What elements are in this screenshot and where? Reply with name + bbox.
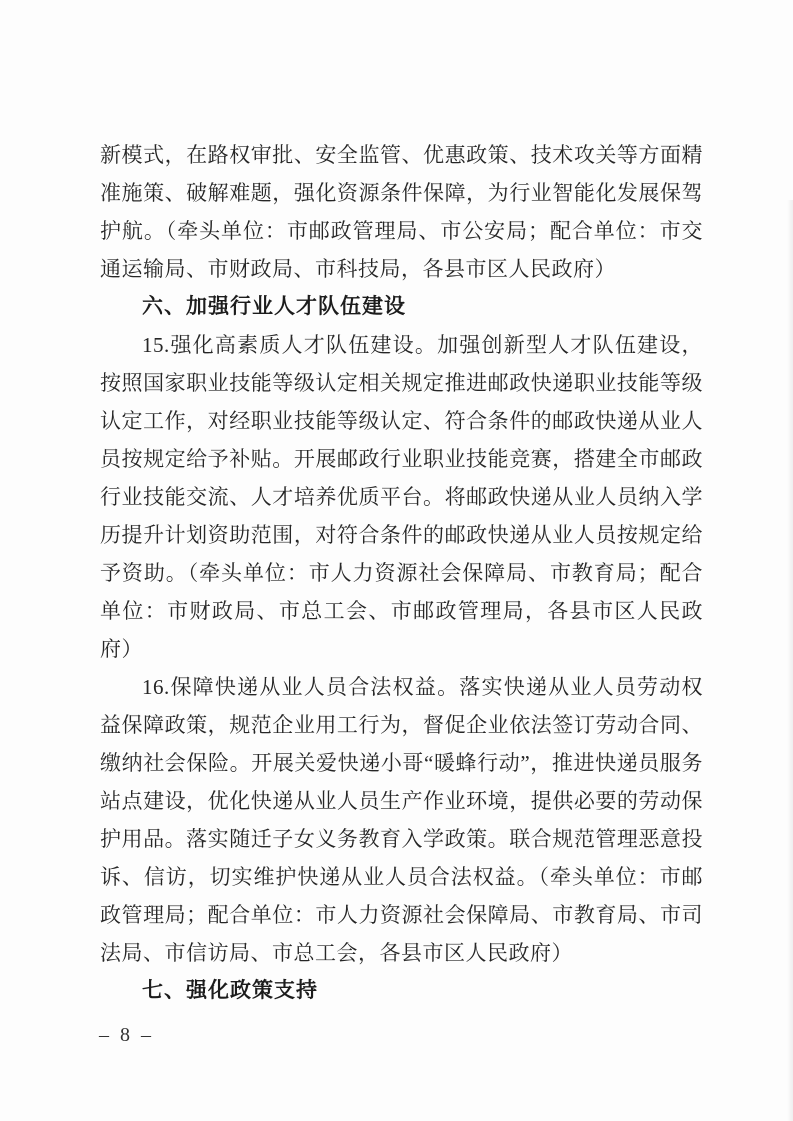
- paragraph-continuation: 新模式，在路权审批、安全监管、优惠政策、技术攻关等方面精准施策、破解难题，强化资源条件保障，为行业智能化发展保驾护航。（牵头单位：市邮政管理局、市公安局；配合单位：市交通运输局、市财政局、市科技局，各县市区人民政府）: [100, 143, 703, 281]
- scan-edge-artifact: [787, 200, 793, 1121]
- paragraph-item-16: 16.保障快递从业人员合法权益。落实快递从业人员劳动权益保障政策，规范企业用工行为，督促企业依法签订劳动合同、缴纳社会保险。开展关爱快递小哥“暖蜂行动”，推进快递员服务站点建设，优化快递从业人员生产作业环境，提供必要的劳动保护用品。落实随迁子女义务教育入学政策。联合规范管理恶意投诉、信访，切实维护快递从业人员合法权益。（牵头单位：市邮政管理局；配合单位：市人力资源社会保障局、市教育局、市司法局、市信访局、市总工会，各县市区人民政府）: [100, 675, 703, 965]
- paragraph-item-15: 15.强化高素质人才队伍建设。加强创新型人才队伍建设，按照国家职业技能等级认定相关规定推进邮政快递职业技能等级认定工作，对经职业技能等级认定、符合条件的邮政快递从业人员按规定给予补贴。开展邮政行业职业技能竞赛，搭建全市邮政行业技能交流、人才培养优质平台。将邮政快递从业人员纳入学历提升计划资助范围，对符合条件的邮政快递从业人员按规定给予资助。（牵头单位：市人力资源社会保障局、市教育局；配合单位：市财政局、市总工会、市邮政管理局，各县市区人民政府）: [100, 333, 703, 661]
- document-body: [100, 136, 703, 1010]
- section-heading-6: 六、加强行业人才队伍建设: [142, 295, 406, 318]
- page-number: – 8 –: [99, 1024, 154, 1046]
- section-heading-7: 七、强化政策支持: [142, 979, 318, 1002]
